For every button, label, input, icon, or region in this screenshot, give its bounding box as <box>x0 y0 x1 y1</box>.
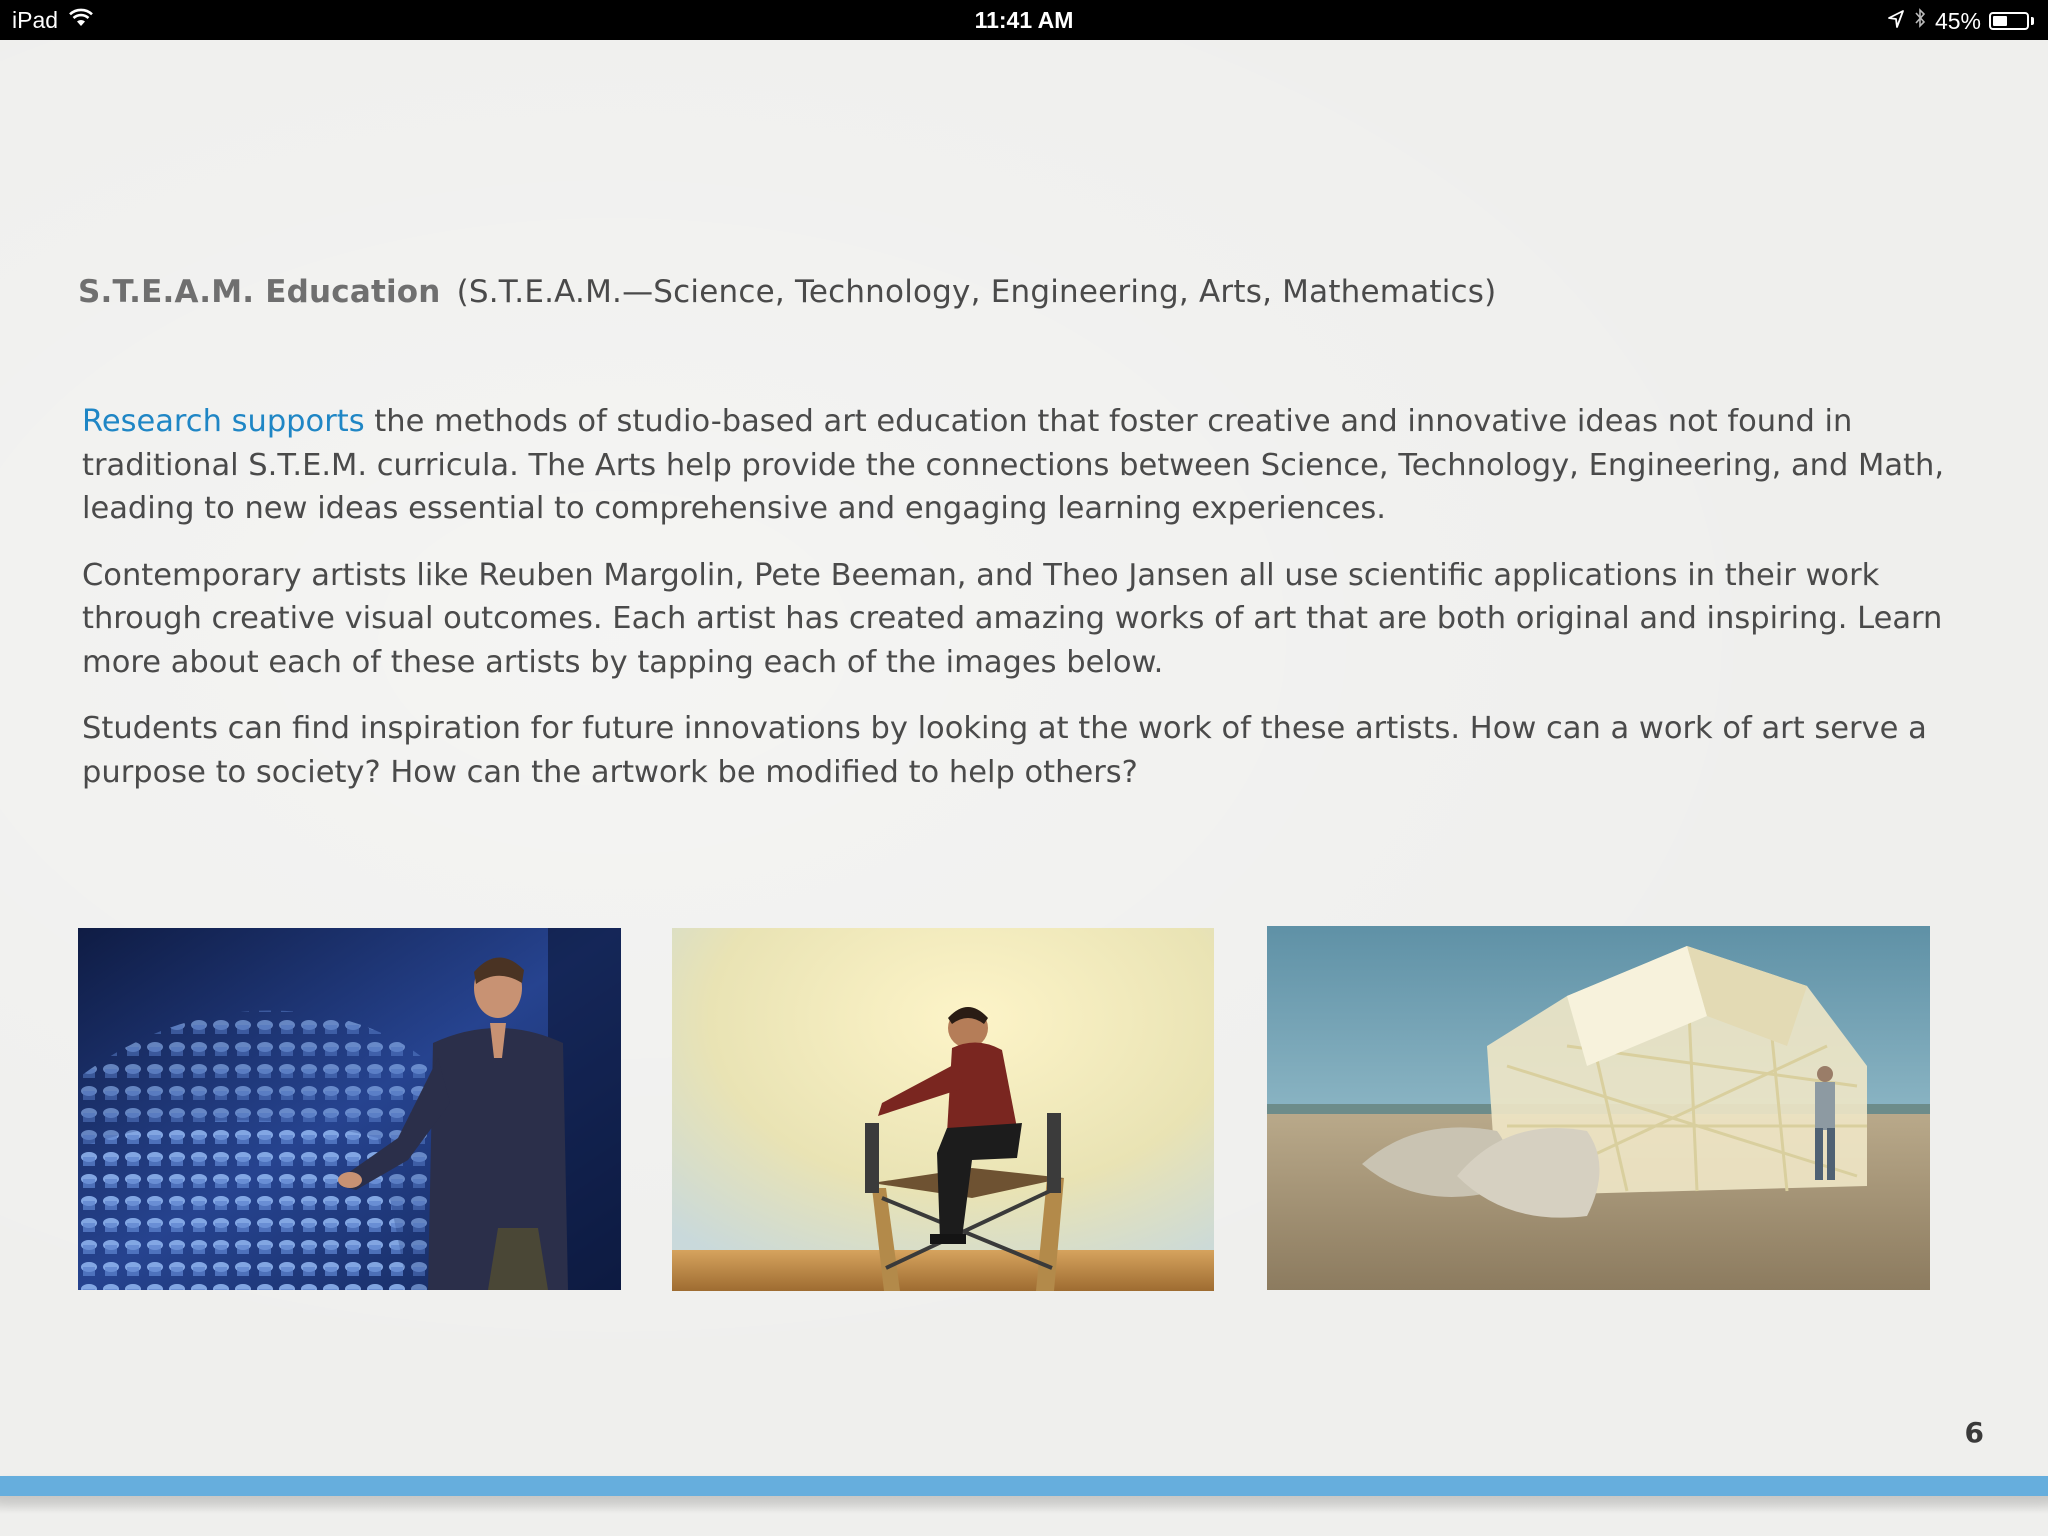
page-number: 6 <box>1964 1416 1984 1449</box>
heading-subtitle: (S.T.E.A.M.—Science, Technology, Engineering, Arts, Mathematics) <box>456 274 1497 310</box>
heading-title: S.T.E.A.M. Education <box>78 274 441 310</box>
footer-shadow <box>0 1496 2048 1514</box>
status-time: 11:41 AM <box>974 7 1074 33</box>
paragraph-research <box>82 400 1982 531</box>
paragraph-students: Students can find inspiration for future innovations by looking at the work of these artists. How can a work of art serve a purpose to society? How can the artwork be modified to help others? <box>82 711 1927 790</box>
artist-image-margolin[interactable] <box>78 928 621 1290</box>
status-bar-right <box>1887 7 2034 35</box>
battery-level <box>1993 16 2007 26</box>
battery-tip <box>2031 17 2034 25</box>
status-bar <box>0 0 2048 40</box>
battery-percent: 45% <box>1934 7 1981 34</box>
footer-bar <box>0 1476 2048 1496</box>
bluetooth-icon <box>1913 7 1927 35</box>
location-arrow-icon <box>1887 8 1905 35</box>
page-heading <box>78 274 1496 310</box>
device-label: iPad <box>12 7 59 33</box>
ibook-page[interactable] <box>0 40 2048 1536</box>
battery-icon <box>1989 12 2029 30</box>
research-supports-link[interactable]: Research supports <box>82 404 365 439</box>
artist-image-jansen[interactable] <box>1267 926 1930 1290</box>
paragraph-research-text: the methods of studio-based art education that foster creative and innovative ideas not found in traditional S.T.E.M. curricula. The Arts help provide the connections between Science, Technology, Engineering, and Math, leading to new ideas essential to comprehensive and engaging learning experiences. <box>82 404 1945 526</box>
artist-image-beeman[interactable] <box>672 928 1214 1291</box>
body-text <box>82 400 1982 817</box>
paragraph-artists: Contemporary artists like Reuben Margolin, Pete Beeman, and Theo Jansen all use scientific applications in their work through creative visual outcomes. Each artist has created amazing works of art that are both original and inspiring. Learn more about each of these artists by tapping each of the images below. <box>82 557 1943 680</box>
